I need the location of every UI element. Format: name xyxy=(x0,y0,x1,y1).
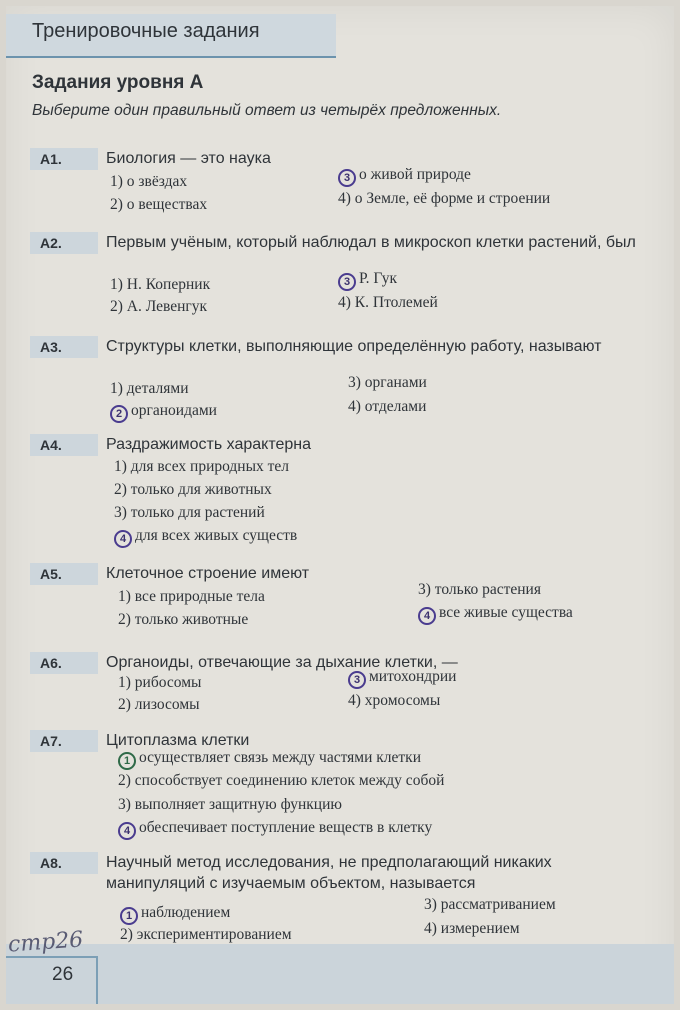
task-question: Цитоплазма клетки xyxy=(106,732,250,749)
option-text: Н. Коперник xyxy=(126,276,211,293)
option-number: 2) xyxy=(120,926,133,943)
option-number: 2) xyxy=(110,298,123,315)
task-number: А8. xyxy=(30,852,98,874)
task-number: А2. xyxy=(30,232,98,254)
option-text: для всех живых существ xyxy=(135,527,298,544)
textbook-page xyxy=(6,6,674,1004)
option-text: для всех природных тел xyxy=(130,458,290,475)
option-text: измерением xyxy=(440,920,520,937)
task-question: Первым учёным, который наблюдал в микроскоп клетки растений, был xyxy=(106,234,636,251)
option-text: экспериментированием xyxy=(136,926,292,943)
option-text: способствует соединению клеток между собой xyxy=(134,772,445,789)
section-title: Тренировочные задания xyxy=(32,20,260,42)
option-number: 4) xyxy=(348,398,361,415)
answer-option xyxy=(118,674,201,692)
header-underline xyxy=(6,56,336,58)
option-text: выполняет защитную функцию xyxy=(134,796,342,813)
answer-option xyxy=(338,166,471,185)
option-number: 1) xyxy=(110,173,123,190)
option-text: только для растений xyxy=(130,504,265,521)
option-number: 3) xyxy=(118,796,131,813)
option-text: все живые существа xyxy=(439,604,573,621)
answer-option xyxy=(338,270,397,289)
option-text: о веществах xyxy=(126,196,208,213)
answer-option xyxy=(424,896,556,914)
answer-option xyxy=(114,458,289,476)
answer-option xyxy=(118,796,342,814)
task-question: Научный метод исследования, не предполагающий никаких манипуляций с изучаемым объектом, называется xyxy=(106,854,552,892)
option-number: 4) xyxy=(338,190,351,207)
answer-option xyxy=(348,668,456,687)
task-question: Органоиды, отвечающие за дыхание клетки, — xyxy=(106,654,458,671)
option-text: Р. Гук xyxy=(359,270,398,287)
option-text: только для животных xyxy=(130,481,272,498)
option-text: рассматриванием xyxy=(440,896,556,913)
circled-number: 4 xyxy=(418,607,436,625)
option-number: 1) xyxy=(114,458,127,475)
task-question: Раздражимость характерна xyxy=(106,436,311,453)
option-number: 1) xyxy=(118,588,131,605)
option-text: наблюдением xyxy=(141,904,231,921)
option-number: 1) xyxy=(110,380,123,397)
task-number: А4. xyxy=(30,434,98,456)
page-number: 26 xyxy=(52,964,74,985)
task-number: А5. xyxy=(30,563,98,585)
option-number: 2) xyxy=(110,196,123,213)
answer-option xyxy=(418,581,541,599)
option-text: деталями xyxy=(126,380,189,397)
task-question: Биология — это наука xyxy=(106,150,271,167)
option-text: хромосомы xyxy=(364,692,441,709)
option-text: органоидами xyxy=(131,402,217,419)
answer-option xyxy=(114,527,297,546)
answer-option xyxy=(120,926,292,944)
option-number: 2) xyxy=(118,696,131,713)
task-number: А1. xyxy=(30,148,98,170)
answer-option xyxy=(418,604,573,623)
answer-option xyxy=(110,196,207,214)
task-question: Клеточное строение имеют xyxy=(106,565,310,582)
option-text: все природные тела xyxy=(134,588,265,605)
option-text: А. Левенгук xyxy=(126,298,208,315)
circled-number: 2 xyxy=(110,405,128,423)
answer-option xyxy=(118,772,444,790)
task-number: А6. xyxy=(30,652,98,674)
task-question: Структуры клетки, выполняющие определённую работу, называют xyxy=(106,338,602,355)
option-text: только растения xyxy=(434,581,541,598)
option-number: 2) xyxy=(114,481,127,498)
answer-option xyxy=(348,398,426,416)
option-number: 4) xyxy=(424,920,437,937)
answer-option xyxy=(110,380,189,398)
circled-number: 3 xyxy=(338,169,356,187)
option-text: обеспечивает поступление веществ в клетку xyxy=(139,819,433,836)
handwritten-note: стр26 xyxy=(7,927,85,958)
answer-option xyxy=(110,173,187,191)
answer-option xyxy=(338,294,438,312)
task-number: А3. xyxy=(30,336,98,358)
option-text: отделами xyxy=(364,398,427,415)
option-text: о звёздах xyxy=(126,173,188,190)
option-number: 2) xyxy=(118,772,131,789)
option-number: 2) xyxy=(118,611,131,628)
option-text: лизосомы xyxy=(134,696,200,713)
option-text: о живой природе xyxy=(359,166,471,183)
option-text: осуществляет связь между частями клетки xyxy=(139,749,421,766)
answer-option xyxy=(338,190,550,208)
answer-option xyxy=(110,276,210,294)
instruction-text: Выберите один правильный ответ из четырёх предложенных. xyxy=(32,102,502,119)
circled-number: 3 xyxy=(338,273,356,291)
option-number: 4) xyxy=(348,692,361,709)
answer-option xyxy=(348,692,440,710)
option-text: о Земле, её форме и строении xyxy=(354,190,551,207)
answer-option xyxy=(114,481,272,499)
answer-option xyxy=(118,588,265,606)
level-title: Задания уровня А xyxy=(32,72,204,93)
answer-option xyxy=(118,611,248,629)
circled-number: 4 xyxy=(118,822,136,840)
footer-band xyxy=(6,944,674,1004)
option-text: К. Птолемей xyxy=(354,294,438,311)
answer-option xyxy=(110,402,217,421)
option-number: 3) xyxy=(114,504,127,521)
option-number: 3) xyxy=(418,581,431,598)
option-text: только животные xyxy=(134,611,249,628)
answer-option xyxy=(110,298,207,316)
answer-option xyxy=(120,904,230,923)
option-number: 3) xyxy=(424,896,437,913)
answer-option xyxy=(118,819,432,838)
answer-option xyxy=(424,920,520,938)
option-text: рибосомы xyxy=(134,674,202,691)
option-number: 4) xyxy=(338,294,351,311)
answer-option xyxy=(118,696,200,714)
option-number: 1) xyxy=(118,674,131,691)
option-number: 1) xyxy=(110,276,123,293)
option-text: митохондрии xyxy=(369,668,457,685)
answer-option xyxy=(114,504,265,522)
option-text: органами xyxy=(364,374,427,391)
task-number: А7. xyxy=(30,730,98,752)
circled-number: 1 xyxy=(118,752,136,770)
option-number: 3) xyxy=(348,374,361,391)
circled-number: 4 xyxy=(114,530,132,548)
answer-option xyxy=(118,749,421,768)
answer-option xyxy=(348,374,427,392)
circled-number: 1 xyxy=(120,907,138,925)
circled-number: 3 xyxy=(348,671,366,689)
